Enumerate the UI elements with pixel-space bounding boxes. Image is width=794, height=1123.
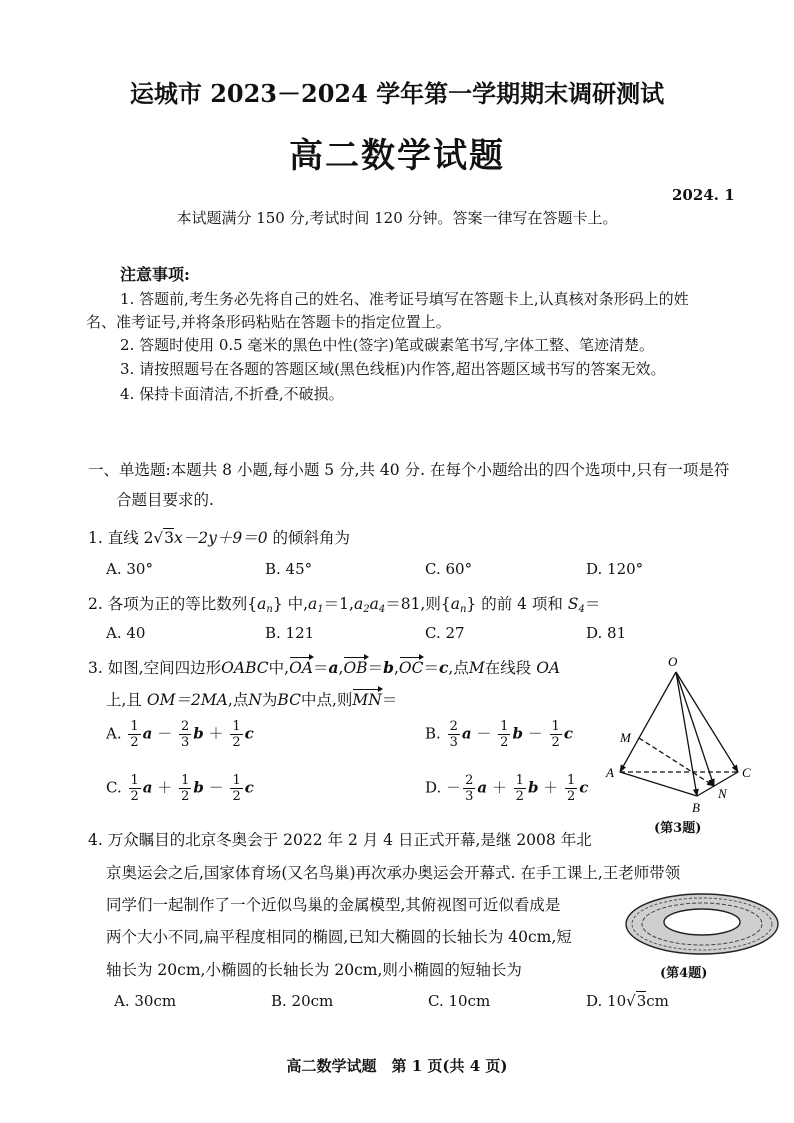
numerator: 1 bbox=[515, 773, 524, 788]
label-m: M bbox=[620, 730, 631, 745]
vec-a: a bbox=[142, 724, 153, 743]
label-o: O bbox=[668, 654, 678, 669]
denominator: 3 bbox=[180, 735, 190, 750]
question-number: 2. bbox=[88, 595, 103, 613]
notes-title: 注意事项: bbox=[120, 265, 190, 284]
q3-text: ＝ bbox=[381, 691, 398, 709]
q2-a4: a bbox=[369, 595, 379, 613]
note-item: 1. 答题前,考生务必先将自己的姓名、准考证号填写在答题卡上,认真核对条形码上的姓 bbox=[120, 290, 689, 308]
q3-point-n: N bbox=[248, 691, 262, 709]
exam-info: 本试题满分 150 分,考试时间 120 分钟。答案一律写在答题卡上。 bbox=[176, 209, 618, 227]
operator: － bbox=[157, 724, 173, 743]
q4-option-d-text: D. 10 bbox=[586, 992, 627, 1010]
q3-point-m: M bbox=[468, 659, 485, 677]
edge-ab bbox=[620, 772, 697, 796]
q1-option-b: B. 45° bbox=[265, 560, 313, 578]
q3-option-a bbox=[106, 720, 254, 749]
vec-c: c bbox=[579, 778, 589, 797]
question-number: 3. bbox=[88, 659, 103, 677]
denominator: 2 bbox=[551, 735, 560, 750]
numerator: 1 bbox=[130, 719, 139, 734]
q4-line: 万众瞩目的北京冬奥会于 2022 年 2 月 4 日正式开幕,是继 2008 年北 bbox=[107, 831, 592, 849]
label-a: A bbox=[606, 765, 614, 780]
q3-text: ,点 bbox=[448, 659, 469, 677]
fraction bbox=[565, 774, 577, 803]
vec-b: b bbox=[193, 778, 204, 797]
q2-an: a bbox=[257, 595, 267, 613]
q1-text: 直线 2 bbox=[107, 529, 154, 547]
q4-option-a: A. 30cm bbox=[114, 992, 177, 1010]
fraction bbox=[514, 774, 526, 803]
vec-a: a bbox=[461, 724, 472, 743]
q3-text: 中点,则 bbox=[300, 691, 353, 709]
q3-text: 如图,空间四边形 bbox=[107, 659, 222, 677]
q3-bc: BC bbox=[277, 691, 301, 709]
q2-a1-sub: 1 bbox=[317, 604, 324, 615]
denominator: 2 bbox=[130, 735, 139, 750]
numerator: 1 bbox=[500, 719, 509, 734]
q2-text: } 的前 4 项和 bbox=[466, 595, 563, 613]
question-4 bbox=[88, 828, 592, 850]
q4-option-d-unit: cm bbox=[646, 992, 669, 1010]
denominator: 2 bbox=[232, 735, 241, 750]
operator: － bbox=[208, 778, 224, 797]
numerator: 2 bbox=[449, 719, 458, 734]
question-number: 1. bbox=[88, 529, 103, 547]
q3-vec-c: c bbox=[438, 658, 449, 677]
q3-text: 在线段 bbox=[484, 659, 532, 677]
fraction bbox=[448, 720, 460, 749]
fraction bbox=[230, 774, 242, 803]
q3-vec-b: b bbox=[383, 658, 394, 677]
q3-eq: ＝ bbox=[367, 659, 384, 677]
operator: ＋ bbox=[543, 778, 559, 797]
q2-a2: a bbox=[353, 595, 364, 613]
label-n: N bbox=[718, 786, 727, 801]
numerator: 1 bbox=[130, 773, 139, 788]
denominator: 2 bbox=[567, 789, 576, 804]
exam-date: 2024. 1 bbox=[672, 186, 735, 204]
q3-option-c bbox=[106, 774, 254, 803]
option-label: A. bbox=[106, 724, 122, 743]
q4-line: 两个大小不同,扁平程度相同的椭圆,已知大椭圆的长轴长为 40cm,短 bbox=[106, 928, 572, 946]
inner-ellipse bbox=[664, 909, 740, 935]
label-b: B bbox=[692, 800, 700, 815]
q3-vec-ob: OB bbox=[343, 659, 368, 677]
q3-comma: , bbox=[338, 659, 344, 677]
question-2 bbox=[88, 592, 600, 615]
fraction bbox=[550, 720, 562, 749]
denominator: 3 bbox=[449, 735, 458, 750]
operator: － bbox=[527, 724, 543, 743]
exam-title: 运城市 2023－2024 学年第一学期期末调研测试 bbox=[129, 79, 665, 108]
note-item: 名、准考证号,并将条形码粘贴在答题卡的指定位置上。 bbox=[86, 313, 451, 331]
vec-c: c bbox=[244, 778, 254, 797]
operator: ＋ bbox=[157, 778, 173, 797]
vector-mn bbox=[639, 738, 714, 786]
fraction bbox=[129, 774, 141, 803]
fraction bbox=[128, 720, 140, 749]
numerator: 1 bbox=[551, 719, 560, 734]
denominator: 2 bbox=[130, 789, 139, 804]
q2-option-d: D. 81 bbox=[586, 624, 627, 642]
q3-comma: , bbox=[393, 659, 399, 677]
edge-ob bbox=[676, 672, 697, 796]
numerator: 1 bbox=[232, 773, 241, 788]
option-label: D. bbox=[425, 778, 442, 797]
section-heading-cont: 合题目要求的. bbox=[116, 491, 214, 509]
q3-eq: ＝ bbox=[423, 659, 439, 677]
operator: ＋ bbox=[208, 724, 224, 743]
figure-4-caption: (第4题) bbox=[660, 966, 708, 981]
page-footer: 高二数学试题 第 1 页(共 4 页) bbox=[286, 1057, 508, 1075]
q1-option-d: D. 120° bbox=[586, 560, 644, 578]
q2-a2-sub: 2 bbox=[363, 604, 370, 615]
q3-oabc: OABC bbox=[221, 659, 269, 677]
question-3 bbox=[88, 656, 560, 678]
option-label: B. bbox=[425, 724, 441, 743]
q2-option-c: C. 27 bbox=[425, 624, 465, 642]
q4-option-d: D. 10√3cm bbox=[586, 992, 669, 1010]
note-item: 2. 答题时使用 0.5 毫米的黑色中性(签字)笔或碳素笔书写,字体工整、笔迹清楚。 bbox=[120, 336, 654, 354]
edge-oc bbox=[676, 672, 738, 772]
q1-option-a: A. 30° bbox=[106, 560, 153, 578]
numerator: 2 bbox=[180, 719, 190, 734]
fraction bbox=[498, 720, 510, 749]
denominator: 2 bbox=[181, 789, 190, 804]
vec-c: c bbox=[244, 724, 254, 743]
question-3-line2 bbox=[106, 688, 397, 710]
option-label: C. bbox=[106, 778, 122, 797]
label-c: C bbox=[742, 765, 751, 780]
q1-equation: x－2y＋9＝0 bbox=[173, 529, 268, 547]
numerator: 1 bbox=[567, 773, 576, 788]
denominator: 2 bbox=[500, 735, 509, 750]
operator: － bbox=[476, 724, 492, 743]
fraction bbox=[463, 774, 475, 803]
q1-option-c: C. 60° bbox=[425, 560, 473, 578]
numerator: 2 bbox=[465, 773, 474, 788]
q2-option-a: A. 40 bbox=[106, 624, 146, 642]
edge-on bbox=[676, 672, 714, 786]
vec-b: b bbox=[527, 778, 539, 797]
q3-option-d bbox=[425, 774, 588, 803]
denominator: 2 bbox=[232, 789, 241, 804]
q2-text: 各项为正的等比数列{ bbox=[107, 595, 258, 613]
q3-text: 为 bbox=[261, 691, 278, 709]
operator: － bbox=[446, 778, 462, 797]
question-1: 1. 直线 2√3x－2y＋9＝0 的倾斜角为 bbox=[88, 529, 351, 547]
q4-option-b: B. 20cm bbox=[271, 992, 334, 1010]
q3-text: 上,且 bbox=[106, 691, 142, 709]
q3-vec-mn: MN bbox=[352, 691, 382, 709]
q1-sqrt: 3 bbox=[164, 529, 174, 547]
q2-text: ＝ bbox=[584, 595, 601, 613]
q4-option-d-sqrt: 3 bbox=[636, 992, 647, 1010]
section-heading: 一、单选题:本题共 8 小题,每小题 5 分,共 40 分. 在每个小题给出的四个选项中,只有一项是符 bbox=[88, 461, 730, 479]
q2-an-sub-2: n bbox=[459, 604, 467, 615]
q4-line: 轴长为 20cm,小椭圆的长轴长为 20cm,则小椭圆的短轴长为 bbox=[106, 961, 522, 979]
q2-an-sub: n bbox=[266, 604, 273, 615]
q3-vec-oc: OC bbox=[398, 659, 424, 677]
q3-vec-oa: OA bbox=[289, 659, 313, 677]
q3-option-b bbox=[425, 720, 573, 749]
q2-an-2: a bbox=[450, 595, 460, 613]
question-number: 4. bbox=[88, 831, 103, 849]
birds-nest-image bbox=[622, 888, 782, 960]
q4-line: 京奥运会之后,国家体育场(又名鸟巢)再次承办奥运会开幕式. 在手工课上,王老师带领 bbox=[106, 864, 681, 882]
note-item: 4. 保持卡面清洁,不折叠,不破损。 bbox=[120, 385, 344, 403]
q2-a4-sub: 4 bbox=[378, 604, 386, 615]
q3-seg-oa: OA bbox=[536, 659, 561, 677]
fraction bbox=[230, 720, 242, 749]
numerator: 1 bbox=[181, 773, 190, 788]
q3-om-2ma: OM＝2MA bbox=[146, 691, 228, 709]
q1-text-end: 的倾斜角为 bbox=[272, 529, 351, 547]
denominator: 2 bbox=[515, 789, 524, 804]
q2-s4-sub: 4 bbox=[578, 604, 585, 615]
note-item: 3. 请按照题号在各题的答题区域(黑色线框)内作答,超出答题区域书写的答案无效。 bbox=[120, 360, 666, 378]
denominator: 3 bbox=[465, 789, 474, 804]
q2-s4: S bbox=[567, 595, 579, 613]
vec-a: a bbox=[142, 778, 153, 797]
vec-b: b bbox=[193, 724, 204, 743]
q2-option-b: B. 121 bbox=[265, 624, 315, 642]
q4-line: 同学们一起制作了一个近似鸟巢的金属模型,其俯视图可近似看成是 bbox=[106, 896, 561, 914]
q2-a1: a bbox=[308, 595, 318, 613]
vec-a: a bbox=[477, 778, 488, 797]
figure-3-caption: (第3题) bbox=[654, 821, 702, 836]
q2-text: } 中, bbox=[272, 595, 309, 613]
q3-eq: ＝ bbox=[312, 659, 329, 677]
q3-text: 中, bbox=[268, 659, 290, 677]
vec-c: c bbox=[563, 724, 573, 743]
q4-option-c: C. 10cm bbox=[428, 992, 491, 1010]
fraction bbox=[179, 720, 191, 749]
tetrahedron-figure bbox=[596, 650, 776, 820]
q3-vec-a: a bbox=[328, 658, 339, 677]
fraction bbox=[179, 774, 191, 803]
subject-title: 高二数学试题 bbox=[289, 136, 505, 176]
q2-text: ＝1, bbox=[323, 595, 354, 613]
q2-text: ＝81,则{ bbox=[385, 595, 451, 613]
vec-b: b bbox=[512, 724, 523, 743]
numerator: 1 bbox=[232, 719, 241, 734]
q3-text: ,点 bbox=[227, 691, 249, 709]
operator: ＋ bbox=[491, 778, 507, 797]
